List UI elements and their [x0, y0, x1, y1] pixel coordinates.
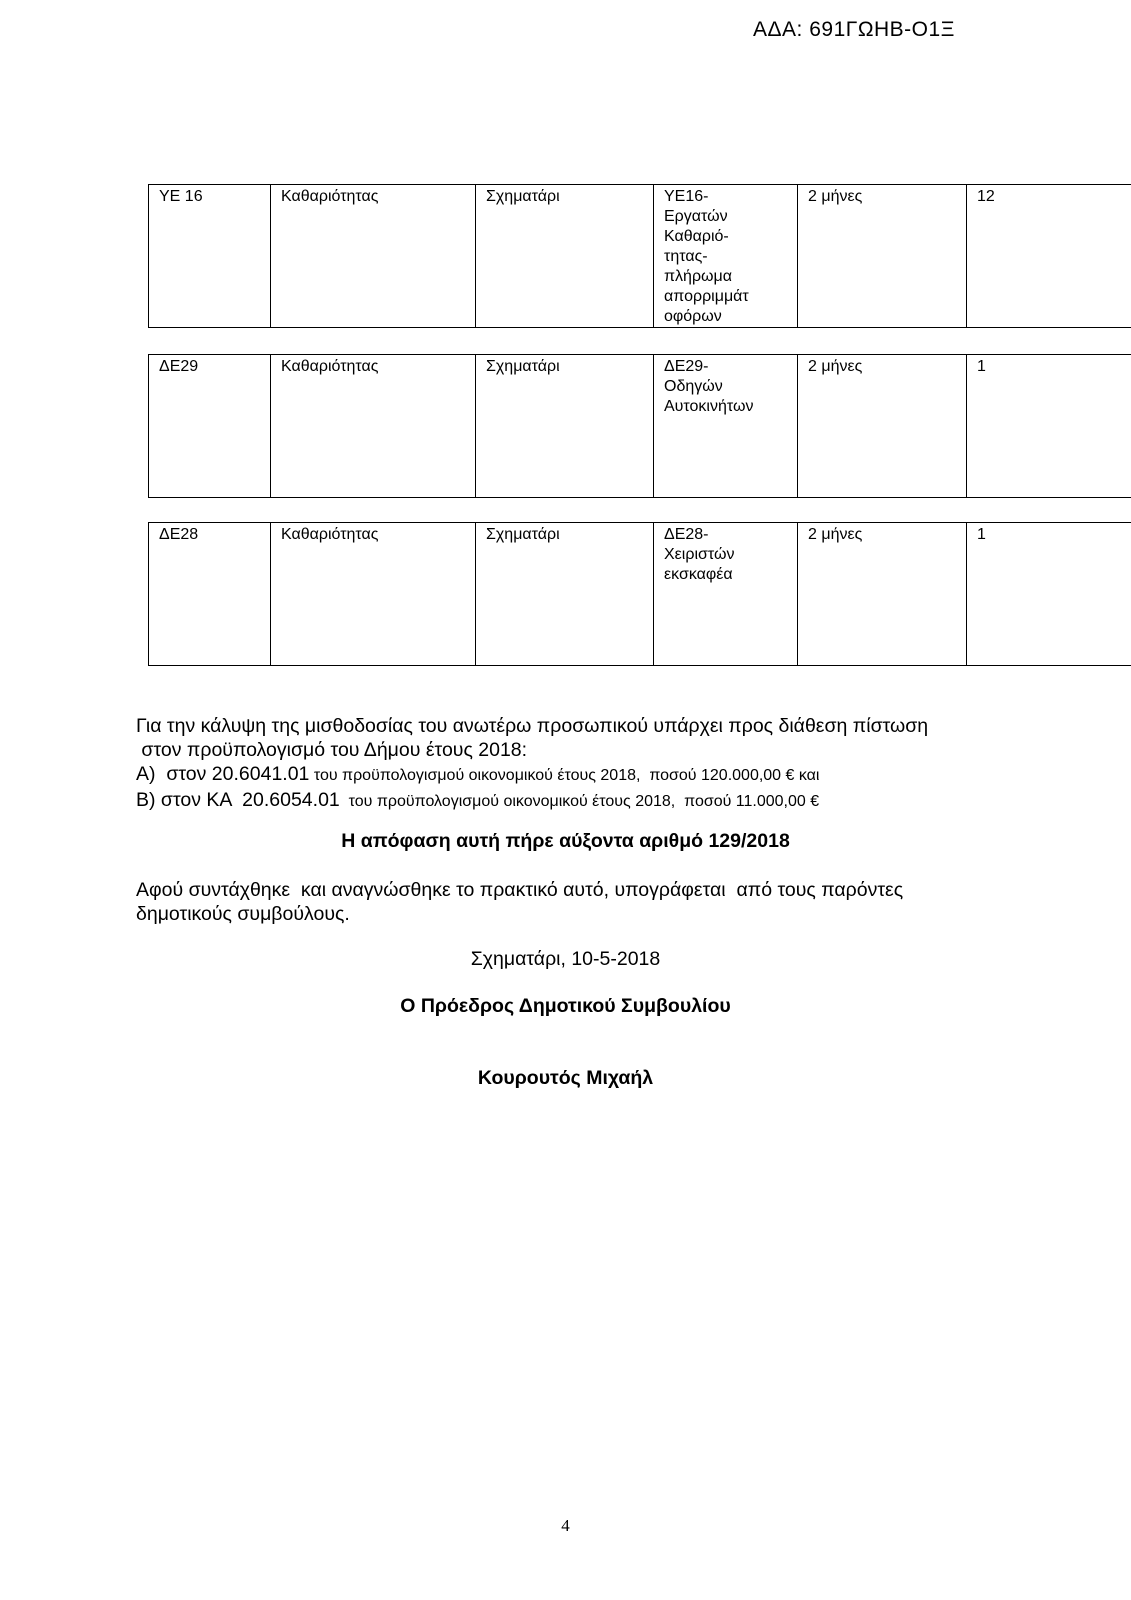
signatory-title: Ο Πρόεδρος Δημοτικού Συμβουλίου	[400, 995, 731, 1017]
location: Σχηματάρι	[476, 185, 654, 328]
position-code: ΥΕ 16	[149, 185, 271, 328]
position-table-de28	[148, 522, 1131, 666]
position-table-de29	[148, 354, 1131, 498]
budget-item-a-code: Α) στον 20.6041.01	[136, 763, 310, 785]
closing-line-2: δημοτικούς συμβούλους.	[136, 903, 350, 925]
role-line: Καθαριό-	[664, 228, 729, 245]
service-name: Καθαριότητας	[271, 523, 476, 666]
budget-item-b	[136, 788, 1016, 814]
place-date: Σχηματάρι, 10-5-2018	[470, 948, 661, 970]
budget-item-a-text: του προϋπολογισμού οικονομικού έτους 2018, ποσού 120.000,00 € και	[309, 767, 820, 784]
role-line: απορριμμάτ	[664, 288, 749, 305]
headcount: 12	[967, 185, 1131, 328]
role-line: πλήρωμα	[664, 268, 732, 285]
role-line: οφόρων	[664, 308, 722, 325]
location: Σχηματάρι	[476, 523, 654, 666]
role-line: ΥΕ16-	[664, 188, 709, 205]
budget-item-b-code: Β) στον ΚΑ 20.6054.01	[136, 789, 340, 811]
table-row	[149, 185, 1131, 328]
role-description	[654, 355, 798, 498]
closing-paragraph	[136, 878, 1016, 926]
role-line: Αυτοκινήτων	[664, 398, 754, 415]
service-name: Καθαριότητας	[271, 185, 476, 328]
closing-line-1: Αφού συντάχθηκε και αναγνώσθηκε το πρακτικό αυτό, υπογράφεται από τους παρόντες	[136, 879, 904, 901]
budget-paragraph	[136, 714, 1016, 814]
budget-line-1: Για την κάλυψη της μισθοδοσίας του ανωτέρω προσωπικού υπάρχει προς διάθεση πίστωση	[136, 715, 929, 737]
duration: 2 μήνες	[798, 355, 967, 498]
budget-item-a	[136, 762, 1016, 788]
role-line: ΔΕ29-	[664, 358, 709, 375]
position-table-ye16	[148, 184, 1131, 328]
position-code: ΔΕ29	[149, 355, 271, 498]
role-line: τητας-	[664, 248, 708, 265]
role-line: ΔΕ28-	[664, 526, 709, 543]
service-name: Καθαριότητας	[271, 355, 476, 498]
headcount: 1	[967, 355, 1131, 498]
budget-line-2: στον προϋπολογισμό του Δήμου έτους 2018:	[136, 739, 528, 761]
duration: 2 μήνες	[798, 185, 967, 328]
location: Σχηματάρι	[476, 355, 654, 498]
page-number: 4	[561, 1516, 570, 1535]
ada-code: ΑΔΑ: 691ΓΩΗΒ-Ο1Ξ	[753, 18, 955, 41]
role-line: Εργατών	[664, 208, 728, 225]
headcount: 1	[967, 523, 1131, 666]
position-code: ΔΕ28	[149, 523, 271, 666]
budget-item-b-text: του προϋπολογισμού οικονομικού έτους 2018, ποσού 11.000,00 €	[339, 793, 820, 810]
duration: 2 μήνες	[798, 523, 967, 666]
role-description	[654, 185, 798, 328]
table-row	[149, 523, 1131, 666]
signatory-name: Κουρουτός Μιχαήλ	[477, 1067, 654, 1089]
role-line: Χειριστών	[664, 546, 735, 563]
role-line: Οδηγών	[664, 378, 723, 395]
role-line: εκσκαφέα	[664, 566, 733, 583]
decision-number: Η απόφαση αυτή πήρε αύξοντα αριθμό 129/2018	[341, 830, 790, 852]
role-description	[654, 523, 798, 666]
table-row	[149, 355, 1131, 498]
